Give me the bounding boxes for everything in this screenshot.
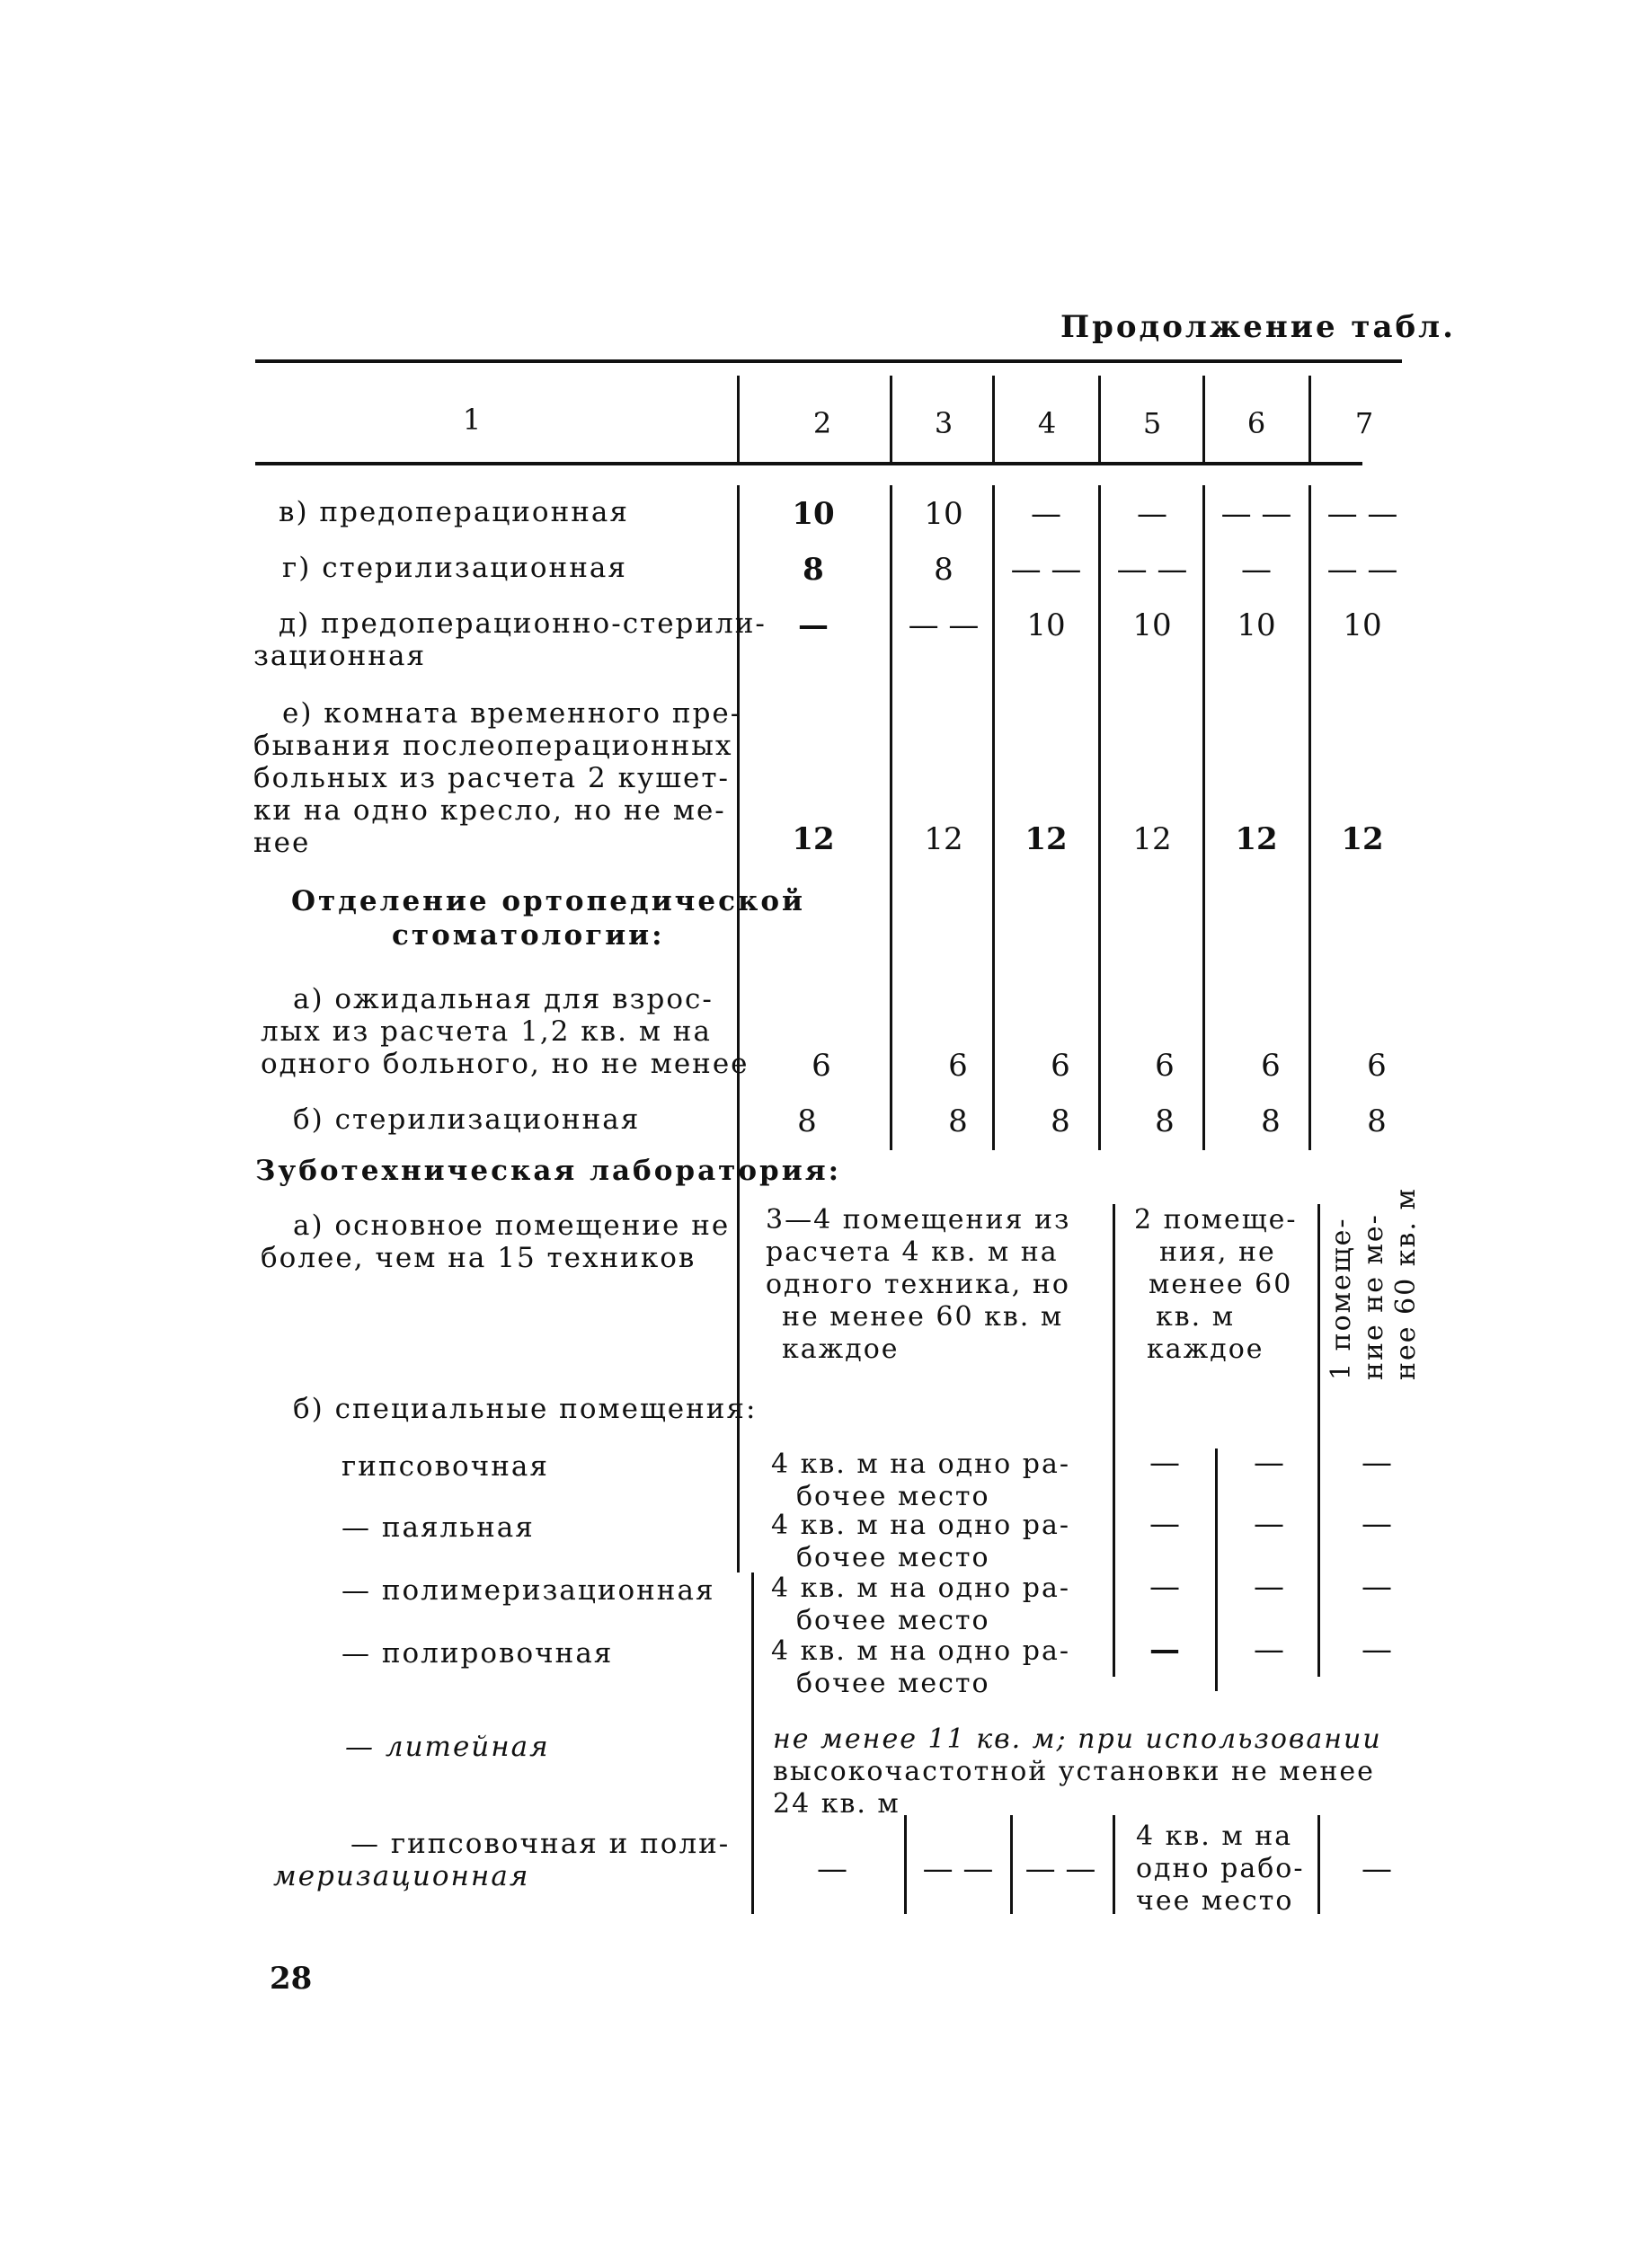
main-room-col-7-line: нее 60 кв. м <box>1390 1187 1422 1380</box>
cell-value: 6 <box>1051 1048 1070 1084</box>
gyps-poly-label-line: — гипсовочная и поли- <box>350 1828 731 1860</box>
cell-value: — — <box>1326 552 1398 588</box>
special-row-text-line: 4 кв. м на одно ра- <box>771 1573 1070 1604</box>
cell-value: 8 <box>1051 1103 1070 1139</box>
main-room-col-7-line: 1 помеще- <box>1326 1217 1357 1380</box>
column-header-5: 5 <box>1142 406 1162 440</box>
section-title-line: Отделение ортопедической <box>291 885 806 917</box>
col-separator <box>890 376 892 465</box>
column-header-7: 7 <box>1354 406 1374 440</box>
cell-value: — <box>1362 1569 1392 1605</box>
section-title: Зуботехническая лаборатория: <box>255 1155 842 1187</box>
special-row-text-line: бочее место <box>796 1605 990 1636</box>
main-room-cols-2-4-line: расчета 4 кв. м на <box>766 1236 1059 1268</box>
main-room-cols-5-6-line: ния, не <box>1159 1236 1276 1268</box>
main-room-col-7-line: ние не ме- <box>1358 1213 1389 1380</box>
col-separator <box>737 376 740 465</box>
column-header-3: 3 <box>934 406 954 440</box>
cell-value: — <box>1031 496 1061 532</box>
special-row-text-line: 4 кв. м на одно ра- <box>771 1449 1070 1480</box>
cell-value: — <box>798 607 829 643</box>
col-separator <box>1317 1204 1320 1677</box>
cell-value: 12 <box>1132 821 1172 857</box>
cell-value: — <box>1362 1632 1392 1668</box>
cell-value: — <box>1149 1569 1180 1605</box>
cell-value: — <box>1362 1506 1392 1542</box>
column-header-2: 2 <box>812 406 832 440</box>
foundry-text-line: 24 кв. м <box>773 1788 900 1820</box>
special-row-label: — полимеризационная <box>342 1574 715 1607</box>
special-row-text-line: 4 кв. м на одно ра- <box>771 1510 1070 1541</box>
col-separator <box>992 376 995 465</box>
main-room-cols-5-6-line: менее 60 <box>1149 1269 1293 1300</box>
cell-value: — <box>1149 1445 1180 1481</box>
cell-value: — — <box>922 1851 994 1887</box>
section-title-line: стоматологии: <box>392 919 665 952</box>
cell-value: 6 <box>1261 1048 1281 1084</box>
col-separator <box>751 1573 754 1914</box>
special-rooms-label: б) специальные помещения: <box>293 1393 758 1425</box>
column-header-4: 4 <box>1037 406 1057 440</box>
main-room-cols-5-6-line: кв. м <box>1156 1301 1236 1333</box>
row-label-line: д) предоперационно-стерили- <box>279 607 767 640</box>
foundry-text-line: не менее 11 кв. м; при использовании <box>773 1723 1382 1755</box>
cell-value: — <box>1362 1851 1392 1887</box>
main-room-cols-2-4-line: каждое <box>782 1333 900 1365</box>
cell-value: 10 <box>1132 607 1172 643</box>
cell-value: 12 <box>1341 821 1384 857</box>
foundry-text-line: высокочастотной установки не менее <box>773 1756 1375 1787</box>
table-header-rule <box>255 462 1362 465</box>
main-room-cols-2-4-line: одного техника, но <box>766 1269 1070 1300</box>
cell-value: 6 <box>1155 1048 1175 1084</box>
cell-value: — — <box>908 607 980 643</box>
cell-value: 10 <box>1237 607 1276 643</box>
cell-value: 10 <box>924 496 963 532</box>
cell-value: 8 <box>1261 1103 1281 1139</box>
gyps-poly-label-line: меризационная <box>273 1860 530 1892</box>
row-label-line: зационная <box>253 640 427 672</box>
cell-value: — <box>1362 1445 1392 1481</box>
table-continuation-caption: Продолжение табл. <box>1060 309 1456 345</box>
row-label-line: а) ожидальная для взрос- <box>293 983 714 1015</box>
row-label-line: больных из расчета 2 кушет- <box>253 762 730 794</box>
cell-value: — — <box>1010 552 1082 588</box>
special-row-text-line: бочее место <box>796 1542 990 1573</box>
cell-value: 8 <box>797 1103 817 1139</box>
foundry-label: — литейная <box>345 1731 550 1763</box>
cell-value: — <box>1254 1632 1284 1668</box>
special-row-text-line: 4 кв. м на одно ра- <box>771 1635 1070 1667</box>
cell-value: 12 <box>792 821 835 857</box>
cell-value: 8 <box>948 1103 968 1139</box>
cell-value: 6 <box>812 1048 831 1084</box>
page-number: 28 <box>270 1961 313 1997</box>
row-label-line: а) основное помещение не <box>293 1209 731 1242</box>
cell-value: — <box>1254 1506 1284 1542</box>
cell-value: 8 <box>1155 1103 1175 1139</box>
cell-value: 6 <box>948 1048 968 1084</box>
col-separator <box>1317 1815 1320 1914</box>
row-label-line: ки на одно кресло, но не ме- <box>253 794 726 827</box>
cell-value: — — <box>1025 1851 1096 1887</box>
cell-value: — <box>1137 496 1167 532</box>
cell-value: — <box>1254 1445 1284 1481</box>
cell-value: — <box>817 1851 847 1887</box>
row-label-line: нее <box>253 827 311 859</box>
row-label-line: е) комната временного пре- <box>282 697 742 730</box>
gyps-poly-cols-5-6-line: 4 кв. м на <box>1136 1821 1293 1852</box>
main-room-cols-5-6-line: 2 помеще- <box>1134 1204 1298 1236</box>
row-label: в) предоперационная <box>279 496 629 528</box>
column-header-6: 6 <box>1246 406 1266 440</box>
main-room-cols-2-4-line: не менее 60 кв. м <box>782 1301 1064 1333</box>
gyps-poly-cols-5-6-line: одно рабо- <box>1136 1853 1305 1884</box>
row-label-line: одного больного, но не менее <box>261 1048 750 1080</box>
col-separator <box>1113 1204 1115 1677</box>
cell-value: — — <box>1326 496 1398 532</box>
cell-value: — <box>1149 1632 1180 1668</box>
cell-value: 8 <box>803 552 824 588</box>
cell-value: — <box>1149 1506 1180 1542</box>
special-row-text-line: бочее место <box>796 1481 990 1512</box>
cell-value: — <box>1254 1569 1284 1605</box>
cell-value: — — <box>1116 552 1188 588</box>
cell-value: 10 <box>792 496 835 532</box>
row-label-line: более, чем на 15 техников <box>261 1242 696 1274</box>
cell-value: — — <box>1220 496 1292 532</box>
special-row-text-line: бочее место <box>796 1668 990 1699</box>
row-label-line: бывания послеоперационных <box>253 730 733 762</box>
col-separator <box>1202 376 1205 465</box>
cell-value: 12 <box>1025 821 1068 857</box>
gyps-poly-cols-5-6-line: чее место <box>1136 1885 1294 1917</box>
row-label: г) стерилизационная <box>282 552 627 584</box>
column-header-1: 1 <box>462 403 482 437</box>
cell-value: 12 <box>1235 821 1278 857</box>
special-row-label: — паяльная <box>342 1511 535 1544</box>
special-row-label: гипсовочная <box>342 1450 549 1483</box>
cell-value: 10 <box>1026 607 1066 643</box>
col-separator <box>1308 376 1311 465</box>
cell-value: 8 <box>1367 1103 1387 1139</box>
row-label-line: лых из расчета 1,2 кв. м на <box>261 1015 712 1048</box>
cell-value: — <box>1241 552 1272 588</box>
row-label: б) стерилизационная <box>293 1103 641 1136</box>
table-top-rule <box>255 359 1402 363</box>
main-room-cols-2-4-line: 3—4 помещения из <box>766 1204 1071 1236</box>
col-separator <box>1098 376 1101 465</box>
main-room-cols-5-6-line: каждое <box>1147 1333 1264 1365</box>
cell-value: 10 <box>1343 607 1382 643</box>
cell-value: 12 <box>924 821 963 857</box>
cell-value: 8 <box>934 552 954 588</box>
special-row-label: — полировочная <box>342 1637 614 1670</box>
cell-value: 6 <box>1367 1048 1387 1084</box>
